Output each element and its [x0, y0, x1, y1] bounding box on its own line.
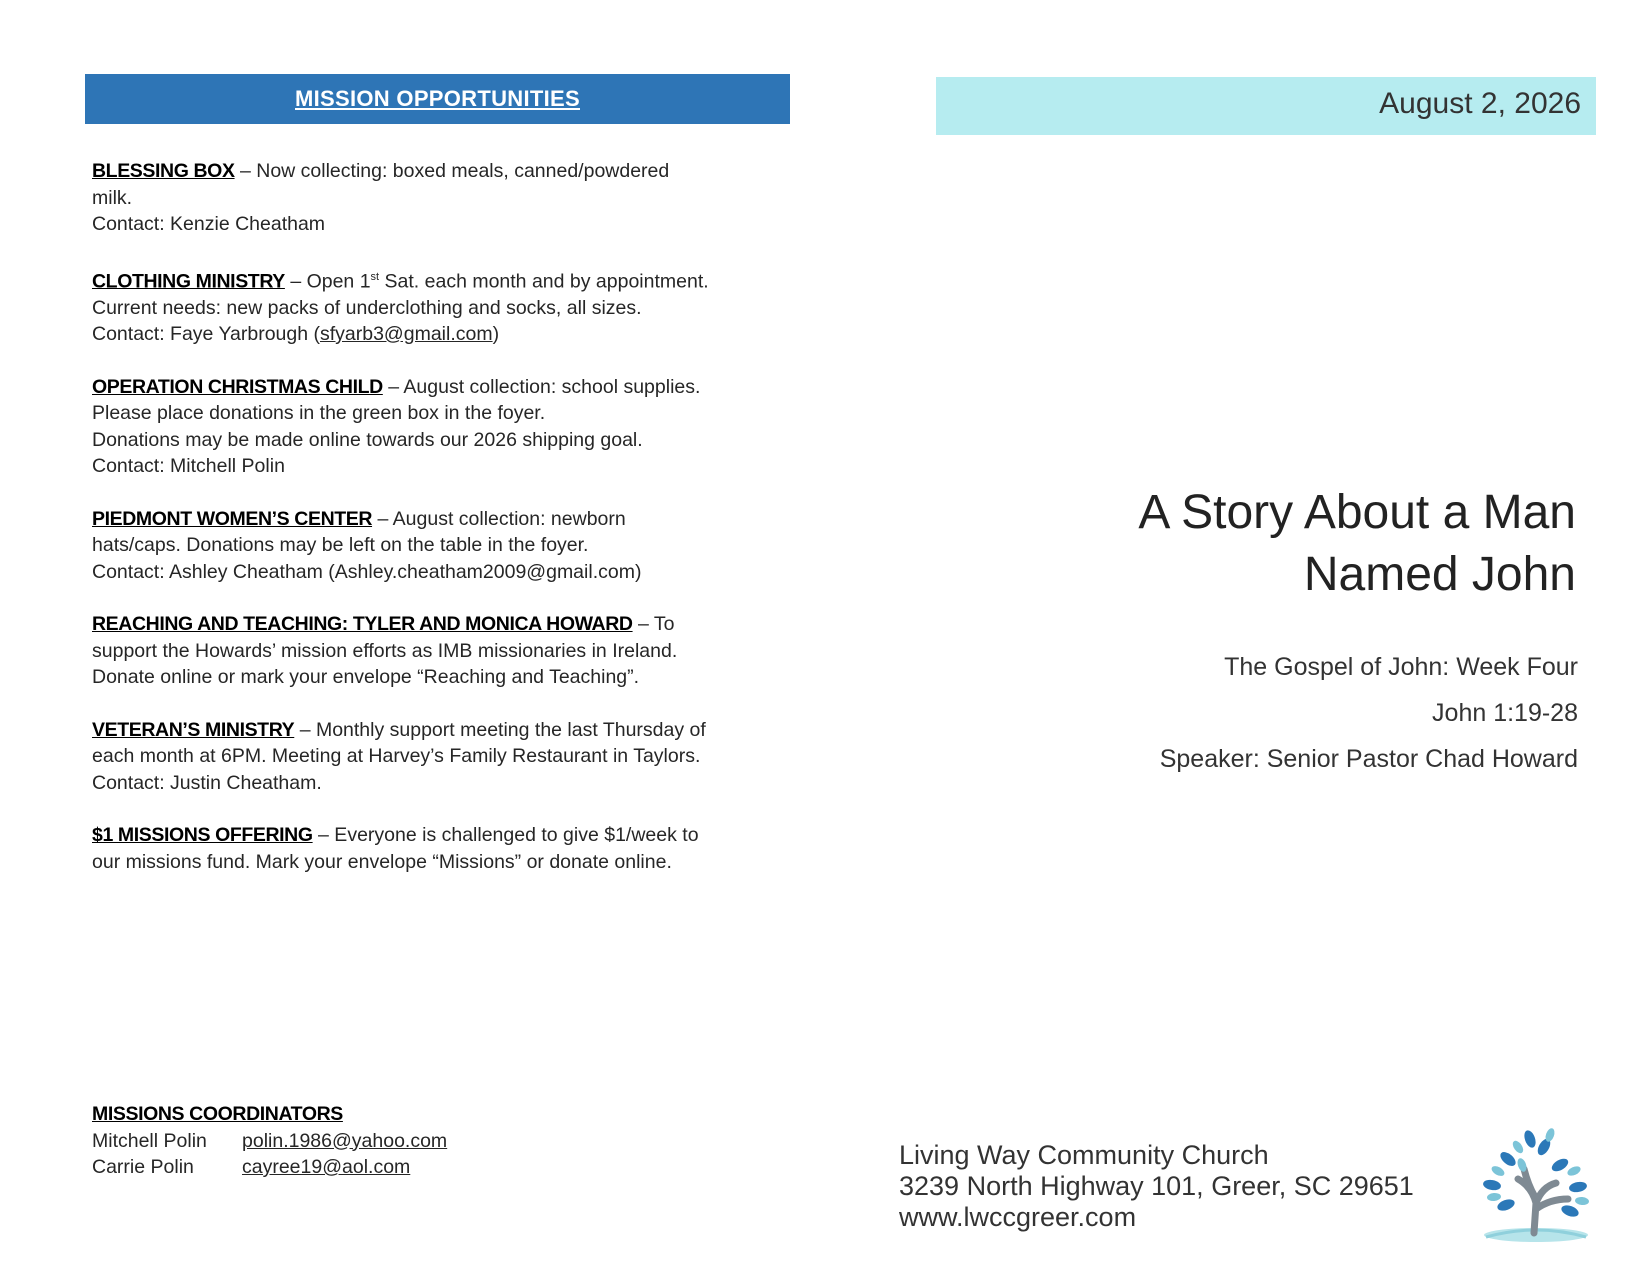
church-info: [899, 1140, 1414, 1233]
mission-item-contact: Contact: Mitchell Polin: [92, 455, 285, 477]
mission-item-text: – Now collecting: boxed meals, canned/powdered: [239, 160, 670, 182]
mission-item-text: – August collection: newborn: [377, 507, 626, 530]
sermon-scripture: John 1:19-28: [1432, 699, 1578, 727]
contact-email-link[interactable]: sfyarb3@gmail.com: [319, 323, 493, 345]
church-website[interactable]: www.lwccgreer.com: [899, 1202, 1137, 1232]
coordinator-row: [92, 1154, 447, 1181]
mission-item-contact: Contact: Kenzie Cheatham: [92, 213, 326, 235]
coordinator-email-link[interactable]: cayree19@aol.com: [242, 1156, 411, 1178]
church-logo-tree-icon: [1478, 1125, 1594, 1245]
mission-item-title: CLOTHING MINISTRY: [92, 270, 285, 292]
sermon-title: [956, 482, 1576, 606]
mission-banner: [85, 74, 790, 124]
date-bar: [936, 77, 1596, 135]
service-date: August 2, 2026: [1379, 87, 1581, 120]
mission-item-text: support the Howards’ mission efforts as IMB missionaries in Ireland.: [92, 639, 678, 662]
church-address: 3239 North Highway 101, Greer, SC 29651: [899, 1171, 1414, 1201]
missions-coordinators: [92, 1101, 447, 1181]
mission-item-text: – August collection: school supplies.: [388, 375, 701, 398]
coordinator-row: [92, 1128, 447, 1155]
mission-item-occ: [92, 374, 790, 480]
sermon-speaker: Speaker: Senior Pastor Chad Howard: [1159, 745, 1578, 773]
mission-item-title: $1 MISSIONS OFFERING: [92, 824, 313, 846]
ordinal-suffix: st: [370, 270, 380, 283]
mission-item-text: Donate online or mark your envelope “Reaching and Teaching”.: [92, 666, 640, 688]
mission-item-text: Current needs: new packs of underclothing and socks, all sizes.: [92, 296, 642, 319]
mission-list: [85, 158, 790, 875]
mission-item-text: – To: [638, 613, 675, 635]
mission-item-text: – Monthly support meeting the last Thursday of: [299, 718, 706, 741]
mission-item-title: OPERATION CHRISTMAS CHILD: [92, 375, 383, 398]
sermon-details: [928, 650, 1578, 788]
mission-item-title: VETERAN’S MINISTRY: [92, 718, 295, 741]
coordinator-name: Carrie Polin: [92, 1156, 194, 1178]
mission-item-text: – Everyone is challenged to give $1/week to: [318, 824, 699, 846]
mission-item-dollar-offering: [92, 822, 790, 875]
mission-item-text: Please place donations in the green box in the foyer.: [92, 402, 546, 424]
mission-item-piedmont: [92, 506, 790, 586]
sermon-series: The Gospel of John: Week Four: [1224, 653, 1578, 681]
mission-item-veterans: [92, 717, 790, 797]
mission-item-contact: Contact: Faye Yarbrough (: [92, 323, 320, 345]
mission-item-clothing: [92, 264, 790, 348]
coordinator-name: Mitchell Polin: [92, 1129, 207, 1152]
mission-item-text: Donations may be made online towards our 2026 shipping goal.: [92, 428, 643, 451]
mission-item-blessing-box: [92, 158, 790, 238]
mission-heading: MISSION OPPORTUNITIES: [295, 86, 580, 111]
church-name: Living Way Community Church: [899, 1140, 1269, 1170]
mission-panel: [85, 74, 790, 901]
mission-item-contact: ): [492, 323, 500, 345]
mission-item-reaching-teaching: [92, 611, 790, 691]
mission-item-text: milk.: [92, 186, 133, 209]
mission-item-text: Sat. each month and by appointment.: [379, 270, 709, 292]
mission-item-contact: Contact: Justin Cheatham.: [92, 771, 322, 794]
mission-item-text: our missions fund. Mark your envelope “Missions” or donate online.: [92, 850, 672, 873]
coordinator-email-link[interactable]: polin.1986@yahoo.com: [242, 1129, 448, 1152]
mission-item-text: each month at 6PM. Meeting at Harvey’s Family Restaurant in Taylors.: [92, 745, 701, 767]
mission-item-title: REACHING AND TEACHING: TYLER AND MONICA HOWARD: [92, 613, 633, 635]
mission-item-title: PIEDMONT WOMEN’S CENTER: [92, 507, 373, 530]
mission-item-text: – Open 1: [290, 270, 371, 292]
mission-item-title: BLESSING BOX: [92, 160, 235, 182]
coordinators-heading: MISSIONS COORDINATORS: [92, 1103, 343, 1125]
sermon-title-line: Named John: [1303, 548, 1576, 601]
mission-item-contact: Contact: Ashley Cheatham (Ashley.cheatham2009@gmail.com): [92, 560, 642, 583]
sermon-title-line: A Story About a Man: [1138, 486, 1576, 539]
mission-item-text: hats/caps. Donations may be left on the table in the foyer.: [92, 534, 589, 556]
